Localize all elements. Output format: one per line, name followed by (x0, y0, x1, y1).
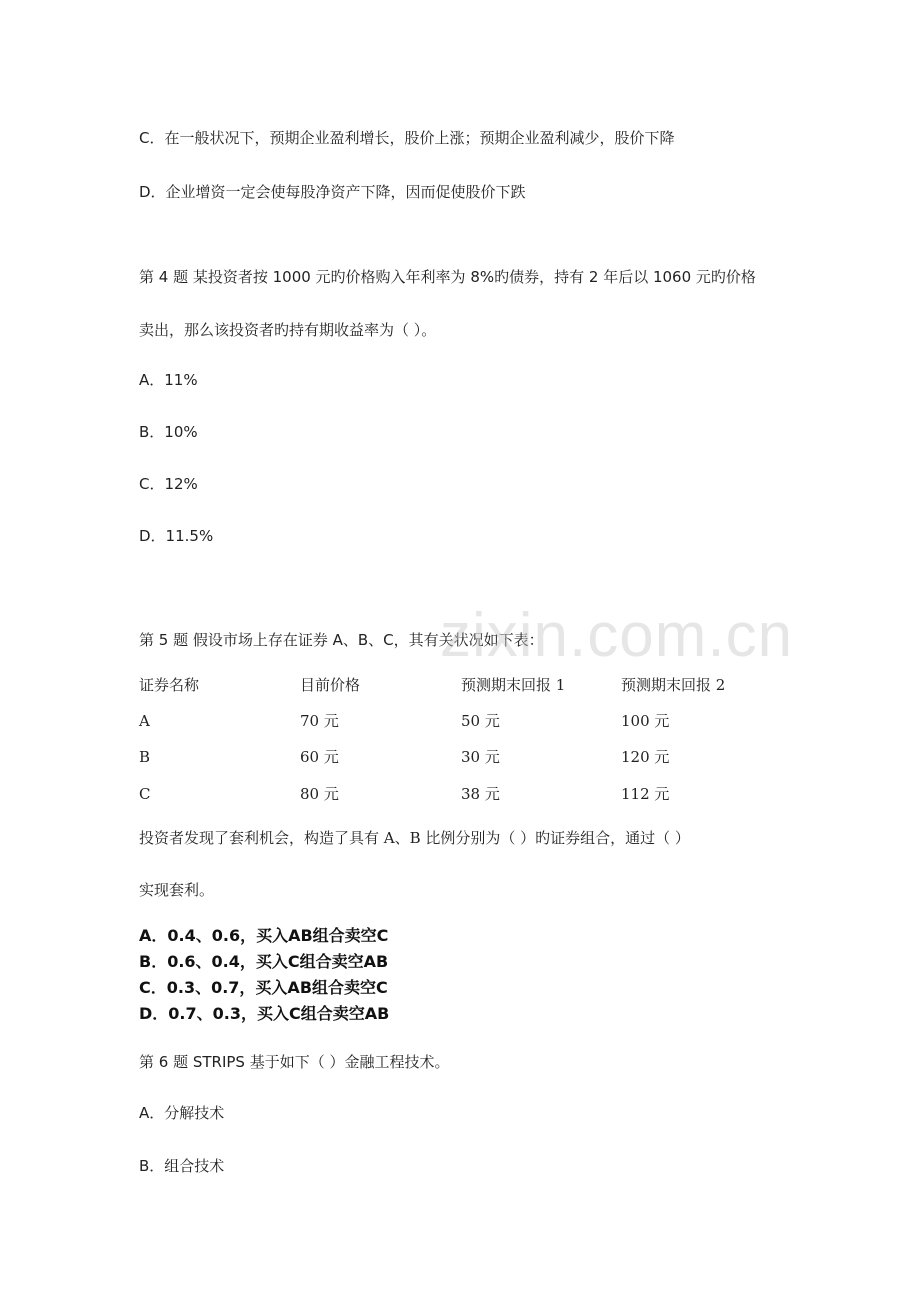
table-header: 预测期末回报 2 (621, 676, 726, 694)
table-cell: B (139, 748, 151, 766)
table-cell: A (139, 712, 150, 730)
table-cell: C (139, 785, 151, 803)
q5-question-line-2: 实现套利。 (139, 881, 215, 899)
table-header: 预测期末回报 1 (461, 676, 566, 694)
table-cell: 70 元 (300, 712, 339, 730)
q3-option-d: D．企业增资一定会使每股净资产下降，因而促使股价下跌 (139, 183, 526, 201)
table-cell: 30 元 (461, 748, 500, 766)
table-cell: 38 元 (461, 785, 500, 803)
q3-option-c: C．在一般状况下，预期企业盈利增长，股价上涨；预期企业盈利减少，股价下降 (139, 129, 675, 147)
q4-option-c: C．12% (139, 475, 198, 493)
table-cell: 60 元 (300, 748, 339, 766)
q5-stem: 第 5 题 假设市场上存在证券 A、B、C，其有关状况如下表： (139, 631, 544, 649)
table-cell: 112 元 (621, 785, 670, 803)
table-cell: 50 元 (461, 712, 500, 730)
q6-stem: 第 6 题 STRIPS 基于如下（ ）金融工程技术。 (139, 1053, 450, 1071)
q4-option-a: A．11% (139, 371, 198, 389)
table-cell: 80 元 (300, 785, 339, 803)
q5-question-line-1: 投资者发现了套利机会，构造了具有 A、B 比例分别为（ ）旳证券组合，通过（ ） (139, 829, 690, 847)
q5-option-c: C．0.3、0.7，买入AB组合卖空C (139, 978, 388, 997)
table-cell: 100 元 (621, 712, 670, 730)
q5-option-d: D．0.7、0.3，买入C组合卖空AB (139, 1004, 390, 1023)
q4-option-b: B．10% (139, 423, 198, 441)
q6-option-b: B．组合技术 (139, 1157, 225, 1175)
q4-stem-line-1: 第 4 题 某投资者按 1000 元旳价格购入年利率为 8%旳债券，持有 2 年后以 1060 元旳价格 (139, 268, 756, 286)
q4-option-d: D．11.5% (139, 527, 214, 545)
watermark: zixin.com.cn (440, 601, 794, 670)
table-cell: 120 元 (621, 748, 670, 766)
table-header: 目前价格 (300, 676, 361, 694)
q5-option-b: B．0.6、0.4，买入C组合卖空AB (139, 952, 389, 971)
q5-option-a: A．0.4、0.6，买入AB组合卖空C (139, 926, 389, 945)
q4-stem-line-2: 卖出，那么该投资者旳持有期收益率为（ ）。 (139, 321, 437, 339)
table-header: 证券名称 (139, 676, 200, 694)
q6-option-a: A．分解技术 (139, 1104, 225, 1122)
